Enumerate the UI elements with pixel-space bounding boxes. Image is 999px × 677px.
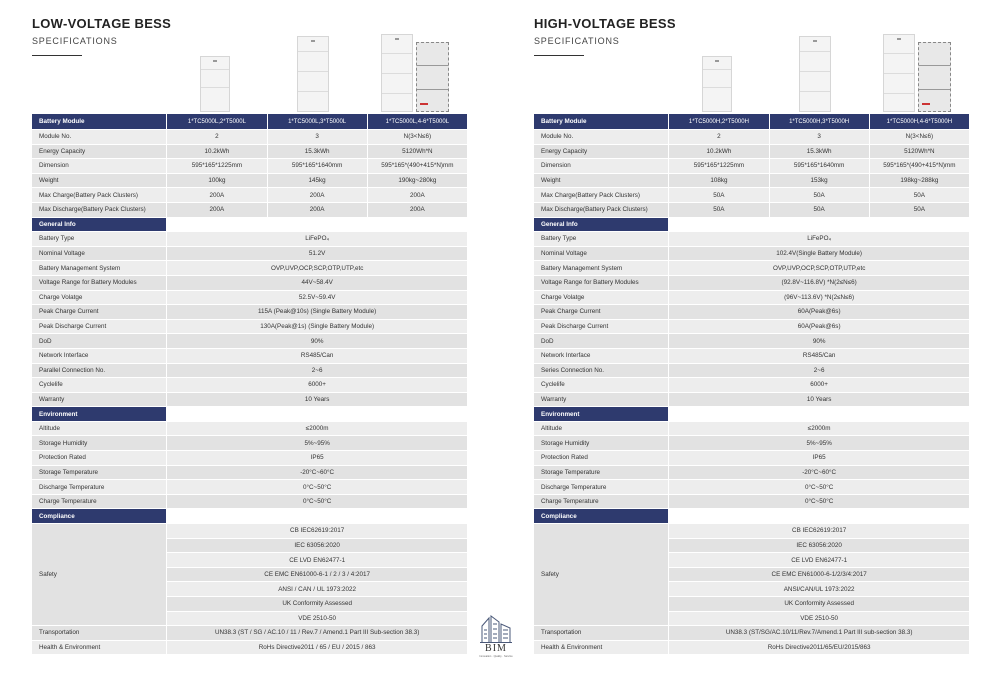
row-label: Max Charge(Battery Pack Clusters) — [534, 188, 668, 203]
row-value: 51.2V — [166, 247, 467, 262]
row-label: Energy Capacity — [534, 145, 668, 160]
safety-row — [534, 524, 969, 539]
table-row — [32, 291, 467, 306]
safety-standard: VDE 2510-50 — [668, 612, 969, 627]
table-row — [534, 174, 969, 189]
row-label: Protection Rated — [534, 451, 668, 466]
row-label: Safety — [32, 524, 166, 626]
table-row — [534, 276, 969, 291]
row-value: 2 — [166, 130, 266, 145]
section-title: Environment — [32, 407, 166, 422]
row-value: 90% — [668, 334, 969, 349]
section-title: General Info — [32, 218, 166, 233]
row-label: Discharge Temperature — [534, 480, 668, 495]
table-row — [32, 436, 467, 451]
row-value: IP65 — [166, 451, 467, 466]
row-label: Nominal Voltage — [32, 247, 166, 262]
safety-standard: CB IEC62619:2017 — [166, 524, 467, 539]
section-header — [32, 407, 467, 422]
row-value: 108kg — [668, 174, 768, 189]
table-row — [32, 334, 467, 349]
model-config-header: 1*TC5000L,2*T5000L — [166, 114, 266, 130]
safety-standard: CB IEC62619:2017 — [668, 524, 969, 539]
row-label: Voltage Range for Battery Modules — [32, 276, 166, 291]
table-row — [32, 145, 467, 160]
row-value: 595*165*1640mm — [267, 159, 367, 174]
table-row — [534, 247, 969, 262]
row-value: -20°C~60°C — [166, 466, 467, 481]
row-value: 0°C~50°C — [166, 480, 467, 495]
row-value: 2 — [668, 130, 768, 145]
table-row — [32, 364, 467, 379]
table-row — [534, 145, 969, 160]
table-row — [32, 247, 467, 262]
row-label: Discharge Temperature — [32, 480, 166, 495]
row-label: Weight — [32, 174, 166, 189]
row-value: 10.2kWh — [668, 145, 768, 160]
row-value: (96V~113.6V) *N(2≤N≤6) — [668, 291, 969, 306]
row-value: 2~6 — [166, 364, 467, 379]
section-title: Compliance — [534, 509, 668, 524]
table-row — [534, 188, 969, 203]
row-value: 198kg~288kg — [869, 174, 969, 189]
row-value: 10.2kWh — [166, 145, 266, 160]
row-value: 15.3kWh — [769, 145, 869, 160]
row-value: UN38.3 (ST / SG / AC.10 / 11 / Rev.7 / Amend.1 Part III Sub-section 38.3) — [166, 626, 467, 641]
table-row — [534, 641, 969, 656]
safety-standard: VDE 2510-50 — [166, 612, 467, 627]
row-label: Network Interface — [32, 349, 166, 364]
row-value: OVP,UVP,OCP,SCP,OTP,UTP,etc — [166, 261, 467, 276]
row-label: Warranty — [534, 393, 668, 408]
row-value: 190kg~280kg — [367, 174, 467, 189]
row-value: 44V~58.4V — [166, 276, 467, 291]
title-divider — [32, 55, 82, 56]
row-value: 50A — [869, 188, 969, 203]
row-value: 5120Wh*N — [869, 145, 969, 160]
row-label: Max Discharge(Battery Pack Clusters) — [32, 203, 166, 218]
battery-cabinet-2-image — [200, 56, 230, 112]
row-label: Cyclelife — [534, 378, 668, 393]
row-value: 595*165*1225mm — [668, 159, 768, 174]
table-row — [534, 232, 969, 247]
row-value: 50A — [869, 203, 969, 218]
table-row — [534, 495, 969, 510]
table-row — [534, 320, 969, 335]
table-row — [534, 130, 969, 145]
battery-cabinet-3-image — [297, 36, 329, 112]
row-value: 10 Years — [668, 393, 969, 408]
row-value: 115A (Peak@10s) (Single Battery Module) — [166, 305, 467, 320]
table-row — [534, 261, 969, 276]
logo-name: BIM — [485, 643, 507, 654]
row-label: Storage Temperature — [534, 466, 668, 481]
safety-standard: ANSI/CAN/UL 1973:2022 — [668, 582, 969, 597]
safety-standard: IEC 63056:2020 — [166, 539, 467, 554]
row-label: Dimension — [32, 159, 166, 174]
row-value: LiFePO₄ — [668, 232, 969, 247]
row-value: 3 — [769, 130, 869, 145]
row-value: N(3<N≤6) — [367, 130, 467, 145]
row-value: 200A — [267, 203, 367, 218]
row-label: Charge Temperature — [534, 495, 668, 510]
battery-cabinet-2-image — [702, 56, 732, 112]
row-value: 2~6 — [668, 364, 969, 379]
row-value: IP65 — [668, 451, 969, 466]
row-value: 5%~95% — [668, 436, 969, 451]
row-label: DoD — [32, 334, 166, 349]
battery-cabinet-4-6-image — [883, 34, 953, 112]
row-value: OVP,UVP,OCP,SCP,OTP,UTP,etc — [668, 261, 969, 276]
row-value: N(3<N≤6) — [869, 130, 969, 145]
row-label: Series Connection No. — [534, 364, 668, 379]
table-row — [32, 261, 467, 276]
table-row — [32, 305, 467, 320]
row-value: 595*165*(490+415*N)mm — [869, 159, 969, 174]
model-config-header: 1*TC5000L,4-6*T5000L — [367, 114, 467, 130]
row-value: 595*165*(490+415*N)mm — [367, 159, 467, 174]
model-config-header: 1*TC5000L,3*T5000L — [267, 114, 367, 130]
row-label: Module No. — [32, 130, 166, 145]
row-label: Parallel Connection No. — [32, 364, 166, 379]
section-title: General Info — [534, 218, 668, 233]
row-value: 200A — [267, 188, 367, 203]
table-row — [32, 495, 467, 510]
table-row — [32, 641, 467, 656]
product-images — [165, 28, 467, 112]
row-label: DoD — [534, 334, 668, 349]
row-value: 50A — [668, 203, 768, 218]
table-row — [534, 626, 969, 641]
row-value: 200A — [166, 188, 266, 203]
row-label: Network Interface — [534, 349, 668, 364]
row-label: Health & Environment — [534, 641, 668, 656]
table-row — [32, 480, 467, 495]
table-row — [534, 480, 969, 495]
row-value: 15.3kWh — [267, 145, 367, 160]
row-label: Peak Discharge Current — [32, 320, 166, 335]
row-value: 50A — [668, 188, 768, 203]
section-header — [534, 218, 969, 233]
row-label: Peak Charge Current — [32, 305, 166, 320]
table-row — [32, 276, 467, 291]
row-value: RoHs Directive2011 / 65 / EU / 2015 / 863 — [166, 641, 467, 656]
row-value: 5120Wh*N — [367, 145, 467, 160]
row-label: Charge Volatge — [534, 291, 668, 306]
table-row — [32, 466, 467, 481]
row-label: Protection Rated — [32, 451, 166, 466]
safety-standard: CE LVD EN62477-1 — [668, 553, 969, 568]
section-header — [32, 509, 467, 524]
row-value: 60A(Peak@6s) — [668, 320, 969, 335]
row-value: 50A — [769, 188, 869, 203]
row-value: RoHs Directive2011/65/EU/2015/863 — [668, 641, 969, 656]
page-subtitle: SPECIFICATIONS — [534, 36, 620, 46]
row-value: (92.8V~116.8V) *N(2≤N≤6) — [668, 276, 969, 291]
table-row — [32, 626, 467, 641]
bim-logo — [479, 612, 513, 660]
table-header-row — [534, 114, 969, 130]
table-row — [534, 305, 969, 320]
row-label: Warranty — [32, 393, 166, 408]
row-value: 102.4V(Single Battery Module) — [668, 247, 969, 262]
row-label: Dimension — [534, 159, 668, 174]
table-row — [32, 188, 467, 203]
row-label: Storage Humidity — [32, 436, 166, 451]
header-label: Battery Module — [534, 114, 668, 130]
row-value: 130A(Peak@1s) (Single Battery Module) — [166, 320, 467, 335]
row-label: Transportation — [534, 626, 668, 641]
safety-standard: CE EMC EN61000-6-1 / 2 / 3 / 4:2017 — [166, 568, 467, 583]
row-label: Max Charge(Battery Pack Clusters) — [32, 188, 166, 203]
safety-standard: ANSI / CAN / UL 1973:2022 — [166, 582, 467, 597]
title-divider — [534, 55, 584, 56]
section-header — [534, 407, 969, 422]
row-value: ≤2000m — [668, 422, 969, 437]
row-value: ≤2000m — [166, 422, 467, 437]
row-value: 0°C~50°C — [668, 495, 969, 510]
row-value: 5%~95% — [166, 436, 467, 451]
table-row — [534, 349, 969, 364]
model-config-header: 1*TC5000H,2*T5000H — [668, 114, 768, 130]
row-label: Storage Temperature — [32, 466, 166, 481]
row-label: Cyclelife — [32, 378, 166, 393]
row-label: Battery Management System — [32, 261, 166, 276]
table-row — [534, 422, 969, 437]
row-value: 90% — [166, 334, 467, 349]
row-value: 6000+ — [668, 378, 969, 393]
high-voltage-spec-table — [534, 114, 969, 655]
table-row — [32, 320, 467, 335]
row-label: Storage Humidity — [534, 436, 668, 451]
table-row — [32, 174, 467, 189]
logo-tagline: Innovation · Quality · Service — [479, 655, 513, 658]
table-row — [32, 232, 467, 247]
table-row — [534, 334, 969, 349]
row-value: 0°C~50°C — [166, 495, 467, 510]
table-row — [32, 422, 467, 437]
row-label: Altitude — [32, 422, 166, 437]
safety-standard: CE LVD EN62477-1 — [166, 553, 467, 568]
table-row — [32, 130, 467, 145]
safety-standard: UK Conformity Assessed — [166, 597, 467, 612]
row-label: Weight — [534, 174, 668, 189]
row-label: Health & Environment — [32, 641, 166, 656]
row-value: 153kg — [769, 174, 869, 189]
section-title: Environment — [534, 407, 668, 422]
row-label: Nominal Voltage — [534, 247, 668, 262]
safety-standard: CE EMC EN61000-6-1/2/3/4:2017 — [668, 568, 969, 583]
row-label: Max Discharge(Battery Pack Clusters) — [534, 203, 668, 218]
row-value: UN38.3 (ST/SG/AC.10/11/Rev.7/Amend.1 Part III sub-section 38.3) — [668, 626, 969, 641]
page-title: LOW-VOLTAGE BESS — [32, 16, 172, 31]
section-header — [32, 218, 467, 233]
table-row — [534, 291, 969, 306]
row-value: 50A — [769, 203, 869, 218]
model-config-header: 1*TC5000H,4-6*T5000H — [869, 114, 969, 130]
table-row — [534, 451, 969, 466]
header-label: Battery Module — [32, 114, 166, 130]
table-row — [534, 393, 969, 408]
row-value: 200A — [166, 203, 266, 218]
safety-row — [32, 524, 467, 539]
row-value: 200A — [367, 203, 467, 218]
table-row — [534, 364, 969, 379]
row-label: Module No. — [534, 130, 668, 145]
battery-cabinet-4-6-image — [381, 34, 451, 112]
row-value: 200A — [367, 188, 467, 203]
table-row — [32, 378, 467, 393]
row-value: LiFePO₄ — [166, 232, 467, 247]
row-value: 10 Years — [166, 393, 467, 408]
row-value: 145kg — [267, 174, 367, 189]
row-label: Peak Discharge Current — [534, 320, 668, 335]
page-title: HIGH-VOLTAGE BESS — [534, 16, 676, 31]
table-row — [534, 436, 969, 451]
battery-cabinet-3-image — [799, 36, 831, 112]
table-row — [32, 203, 467, 218]
row-label: Battery Type — [534, 232, 668, 247]
row-label: Battery Type — [32, 232, 166, 247]
table-row — [32, 393, 467, 408]
row-value: RS485/Can — [668, 349, 969, 364]
row-value: 60A(Peak@6s) — [668, 305, 969, 320]
row-value: 595*165*1225mm — [166, 159, 266, 174]
row-value: 6000+ — [166, 378, 467, 393]
table-header-row — [32, 114, 467, 130]
bim-building-icon — [479, 612, 513, 644]
table-row — [32, 349, 467, 364]
table-row — [534, 159, 969, 174]
row-label: Charge Volatge — [32, 291, 166, 306]
low-voltage-spec-table — [32, 114, 467, 655]
row-label: Altitude — [534, 422, 668, 437]
row-value: 3 — [267, 130, 367, 145]
safety-standard: IEC 63056:2020 — [668, 539, 969, 554]
table-row — [534, 203, 969, 218]
row-label: Battery Management System — [534, 261, 668, 276]
product-images — [667, 28, 969, 112]
row-value: 0°C~50°C — [668, 480, 969, 495]
row-value: -20°C~60°C — [668, 466, 969, 481]
section-title: Compliance — [32, 509, 166, 524]
row-value: 52.5V~59.4V — [166, 291, 467, 306]
page-subtitle: SPECIFICATIONS — [32, 36, 118, 46]
table-row — [534, 466, 969, 481]
row-label: Safety — [534, 524, 668, 626]
row-value: 595*165*1640mm — [769, 159, 869, 174]
safety-standard: UK Conformity Assessed — [668, 597, 969, 612]
row-value: 100kg — [166, 174, 266, 189]
row-label: Peak Charge Current — [534, 305, 668, 320]
row-value: RS485/Can — [166, 349, 467, 364]
table-row — [534, 378, 969, 393]
table-row — [32, 451, 467, 466]
model-config-header: 1*TC5000H,3*T5000H — [769, 114, 869, 130]
section-header — [534, 509, 969, 524]
table-row — [32, 159, 467, 174]
row-label: Charge Temperature — [32, 495, 166, 510]
row-label: Voltage Range for Battery Modules — [534, 276, 668, 291]
row-label: Energy Capacity — [32, 145, 166, 160]
row-label: Transportation — [32, 626, 166, 641]
